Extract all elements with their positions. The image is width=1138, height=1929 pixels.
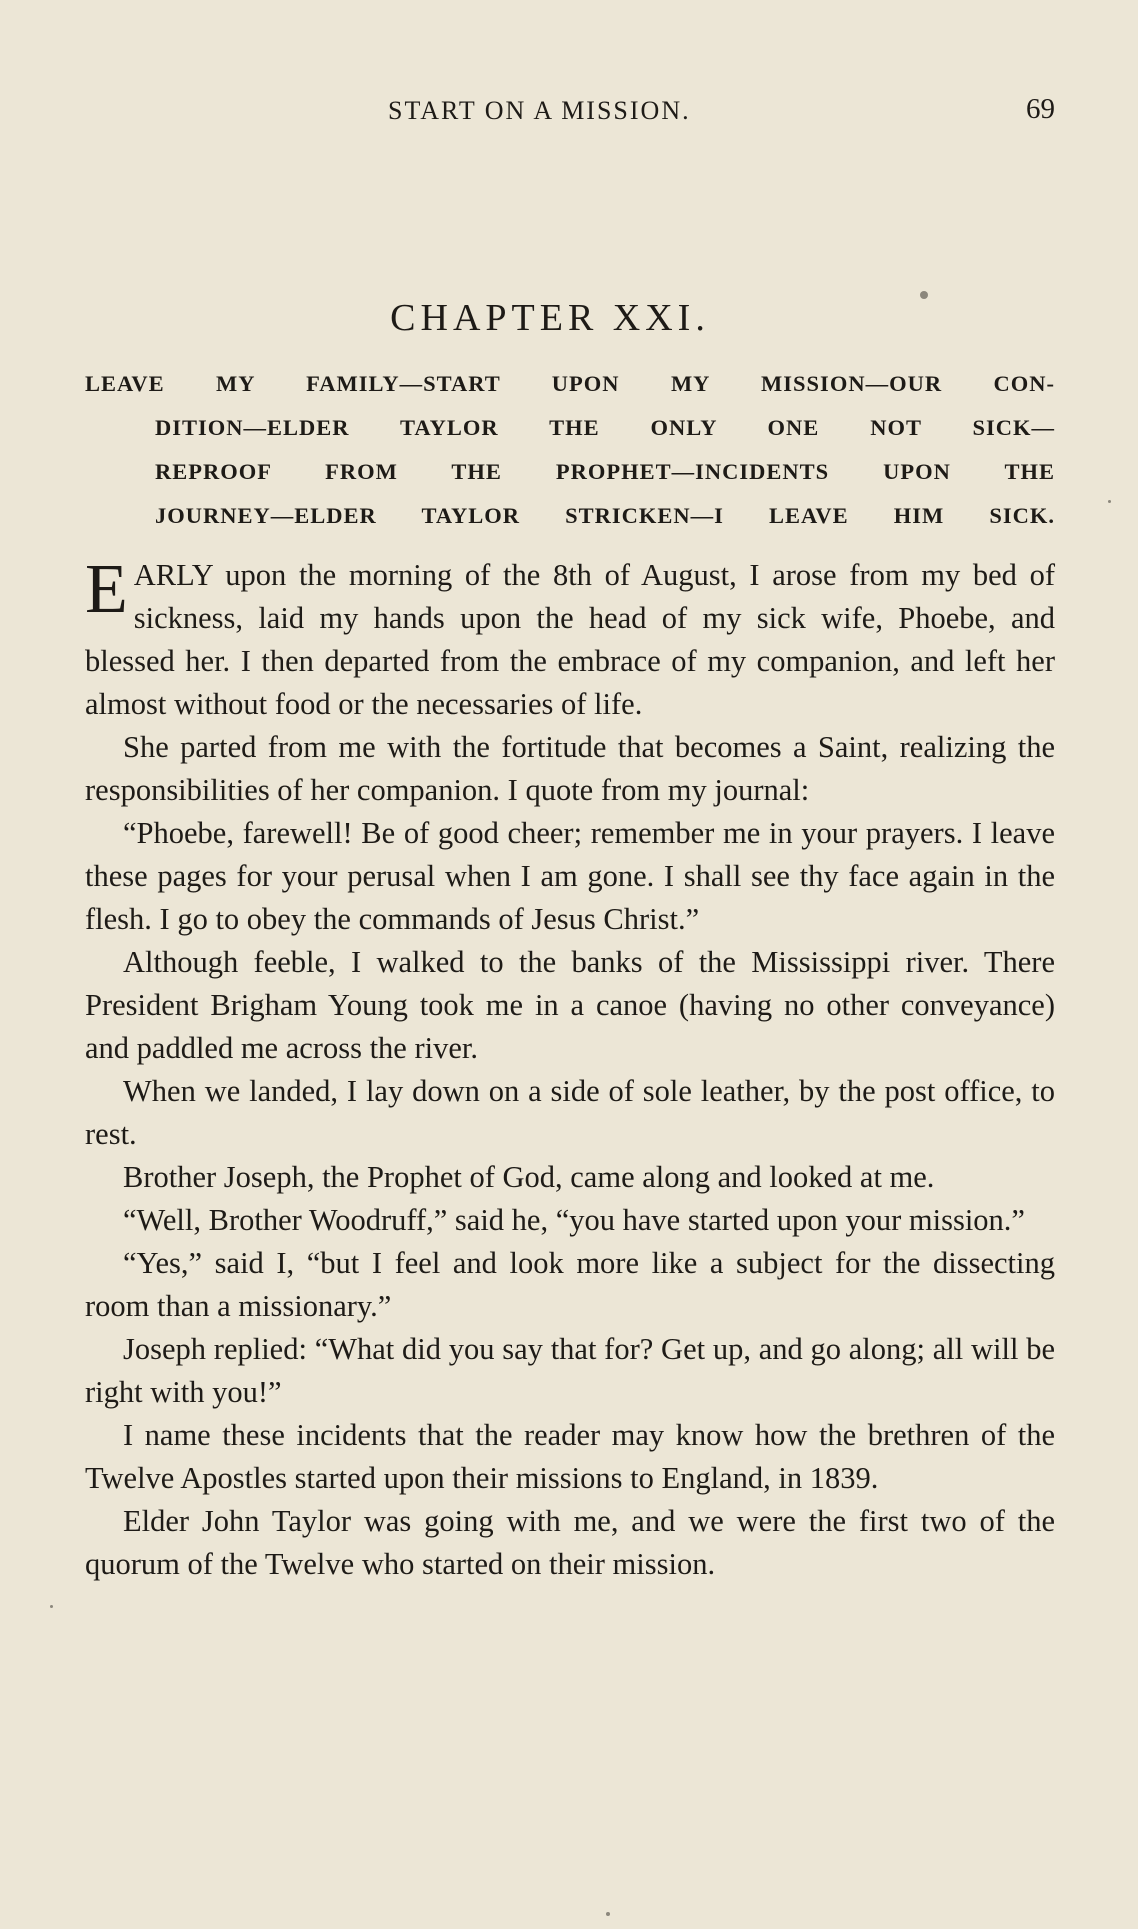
running-title: START ON A MISSION. <box>388 96 691 125</box>
drop-cap: E <box>85 551 128 628</box>
summary-line: LEAVE MY FAMILY—START UPON MY MISSION—OUR CON- <box>85 371 1055 396</box>
paragraph: Although feeble, I walked to the banks of the Mississippi river. There President Brigham Young took me in a canoe (having no other conveyance) and paddled me across the river. <box>85 945 1055 1065</box>
chapter-summary <box>85 362 1055 538</box>
paper-speck <box>50 1605 53 1608</box>
running-head <box>85 90 1055 130</box>
paragraph: Brother Joseph, the Prophet of God, came along and looked at me. <box>123 1160 935 1194</box>
summary-line: JOURNEY—ELDER TAYLOR STRICKEN—I LEAVE HIM SICK. <box>155 503 1055 528</box>
book-page <box>85 90 1055 1586</box>
chapter-title: CHAPTER XXI. <box>390 297 710 339</box>
paragraph: I name these incidents that the reader may know how the brethren of the Twelve Apostles started upon their missions to England, in 1839. <box>85 1418 1055 1495</box>
page-number: 69 <box>1026 93 1055 125</box>
paragraph: When we landed, I lay down on a side of sole leather, by the post office, to rest. <box>85 1074 1055 1151</box>
opening-paragraph-text: ARLY upon the morning of the 8th of August, I arose from my bed of sickness, laid my hands upon the head of my sick wife, Phoebe, and blessed her. I then departed from the embrace of my companion, and left her almost without food or the necessaries of life. <box>85 558 1055 721</box>
opening-paragraph <box>85 551 1055 726</box>
paper-speck <box>606 1912 610 1916</box>
paragraph: “Phoebe, farewell! Be of good cheer; remember me in your prayers. I leave these pages for your perusal when I am gone. I shall see thy face again in the flesh. I go to obey the commands of Jesus Christ.” <box>85 816 1055 936</box>
summary-line: DITION—ELDER TAYLOR THE ONLY ONE NOT SICK— <box>155 415 1055 440</box>
paragraph: “Yes,” said I, “but I feel and look more like a subject for the dissecting room than a missionary.” <box>85 1246 1055 1323</box>
body-text <box>85 551 1055 1586</box>
paper-speck <box>1108 500 1111 503</box>
paragraph: Elder John Taylor was going with me, and we were the first two of the quorum of the Twelve who started on their mission. <box>85 1504 1055 1581</box>
paper-speck <box>920 291 928 299</box>
paragraph: Joseph replied: “What did you say that for? Get up, and go along; all will be right with you!” <box>85 1332 1055 1409</box>
paragraph: “Well, Brother Woodruff,” said he, “you have started upon your mission.” <box>123 1203 1025 1237</box>
summary-line: REPROOF FROM THE PROPHET—INCIDENTS UPON THE <box>155 459 1055 484</box>
paragraph: She parted from me with the fortitude that becomes a Saint, realizing the responsibilities of her companion. I quote from my journal: <box>85 730 1055 807</box>
